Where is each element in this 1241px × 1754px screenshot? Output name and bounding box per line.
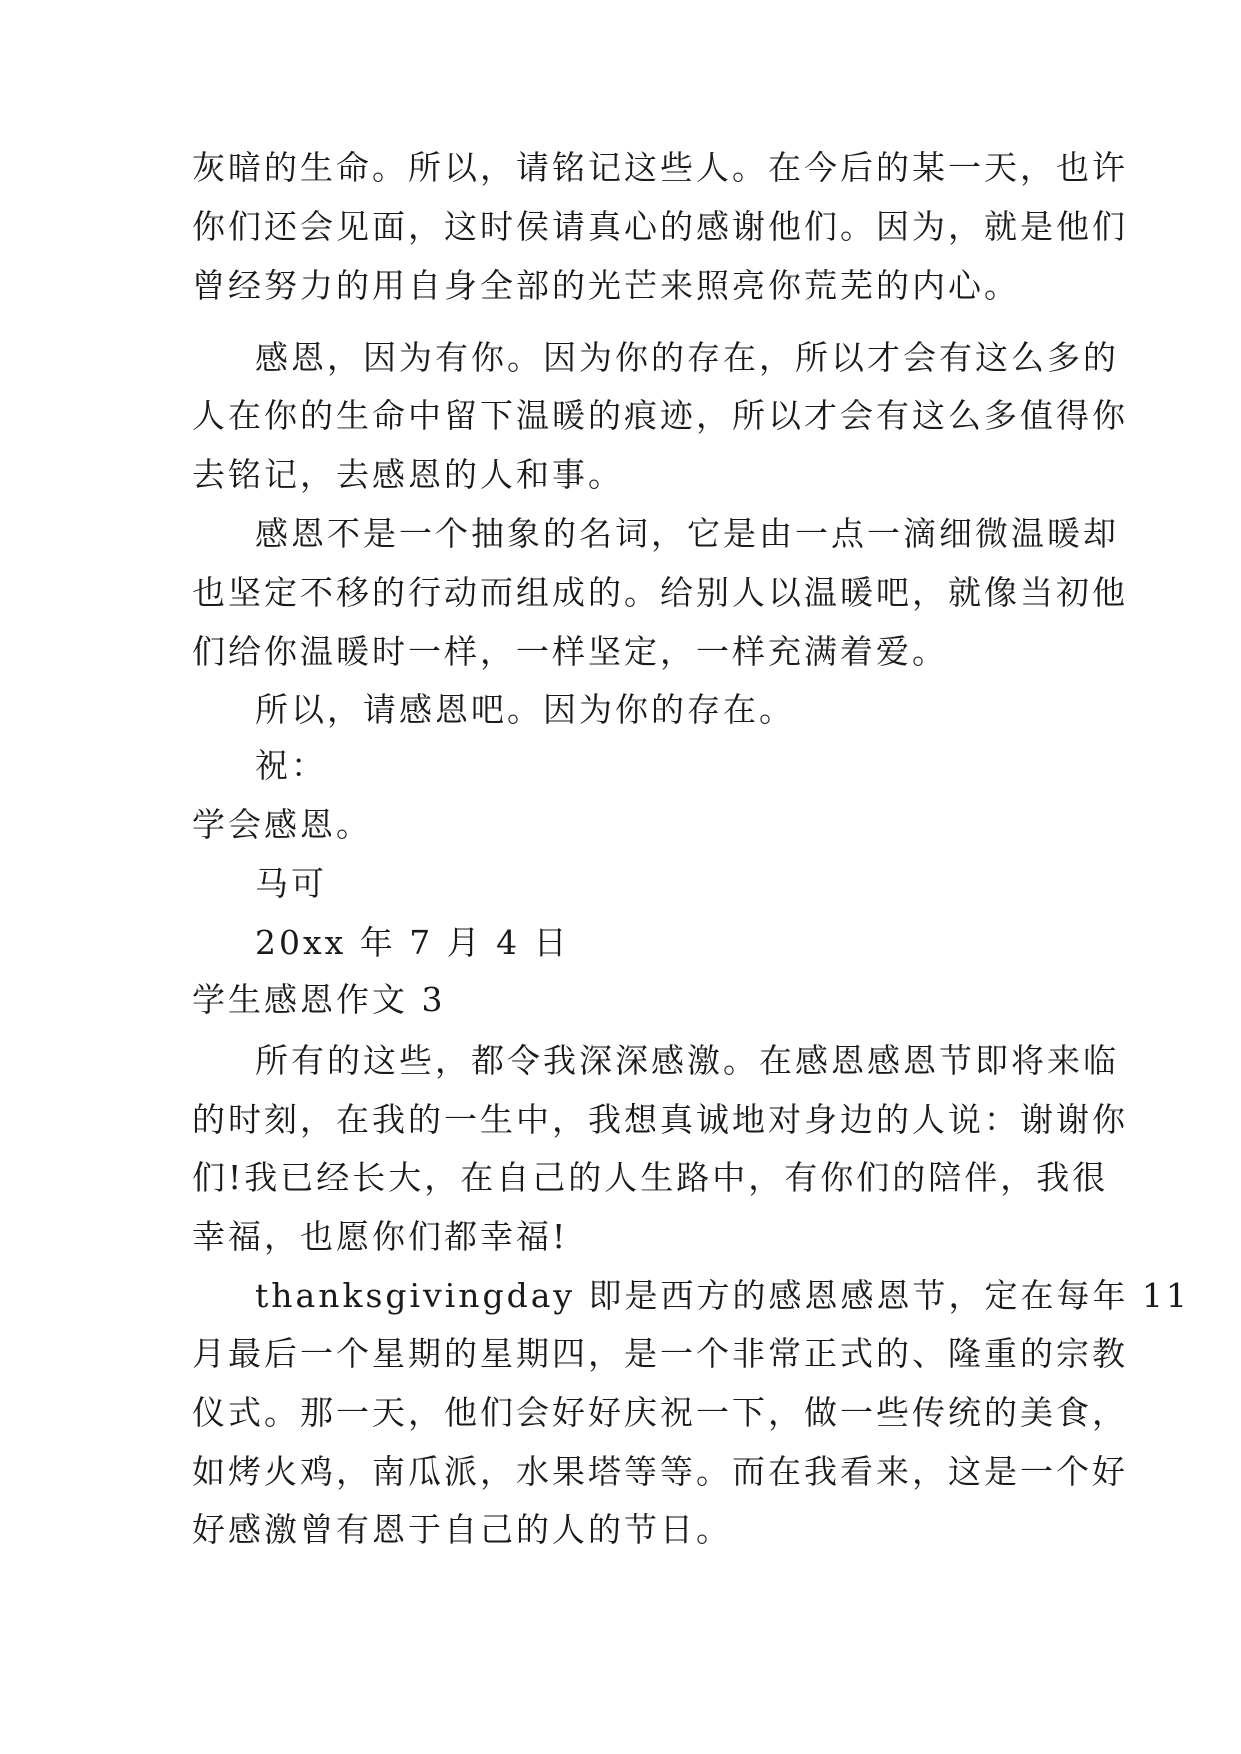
text-line: 去铭记，去感恩的人和事。 bbox=[192, 455, 624, 494]
wish-text: 学会感恩。 bbox=[192, 805, 372, 844]
paragraph-first-line: 所以，请感恩吧。因为你的存在。 bbox=[255, 690, 795, 729]
paragraph-first-line: 感恩不是一个抽象的名词，它是由一点一滴细微温暖却 bbox=[255, 514, 1119, 553]
text-line: 曾经努力的用自身全部的光芒来照亮你荒芜的内心。 bbox=[192, 266, 1020, 305]
text-line: 们!我已经长大，在自己的人生路中，有你们的陪伴，我很 bbox=[192, 1158, 1109, 1197]
salutation: 祝： bbox=[255, 746, 327, 785]
paragraph-first-line: thanksgivingday 即是西方的感恩感恩节，定在每年 11 bbox=[255, 1276, 1191, 1315]
text-line: 的时刻，在我的一生中，我想真诚地对身边的人说：谢谢你 bbox=[192, 1100, 1128, 1139]
text-line: 也坚定不移的行动而组成的。给别人以温暖吧，就像当初他 bbox=[192, 573, 1128, 612]
signature-name: 马可 bbox=[255, 864, 327, 903]
text-line: 灰暗的生命。所以，请铭记这些人。在今后的某一天，也许 bbox=[192, 148, 1128, 187]
paragraph-first-line: 所有的这些，都令我深深感激。在感恩感恩节即将来临 bbox=[255, 1041, 1119, 1080]
essay-title: 学生感恩作文 3 bbox=[192, 980, 446, 1019]
text-line: 幸福，也愿你们都幸福! bbox=[192, 1217, 569, 1256]
text-line: 仪式。那一天，他们会好好庆祝一下，做一些传统的美食， bbox=[192, 1393, 1128, 1432]
text-line: 们给你温暖时一样，一样坚定，一样充满着爱。 bbox=[192, 632, 948, 671]
text-line: 人在你的生命中留下温暖的痕迹，所以才会有这么多值得你 bbox=[192, 396, 1128, 435]
text-line: 如烤火鸡，南瓜派，水果塔等等。而在我看来，这是一个好 bbox=[192, 1452, 1128, 1491]
text-line: 好感激曾有恩于自己的人的节日。 bbox=[192, 1510, 732, 1549]
text-line: 你们还会见面，这时侯请真心的感谢他们。因为，就是他们 bbox=[192, 207, 1128, 246]
paragraph-first-line: 感恩，因为有你。因为你的存在，所以才会有这么多的 bbox=[255, 338, 1119, 377]
signature-date: 20xx 年 7 月 4 日 bbox=[255, 923, 570, 962]
text-line: 月最后一个星期的星期四，是一个非常正式的、隆重的宗教 bbox=[192, 1334, 1128, 1373]
